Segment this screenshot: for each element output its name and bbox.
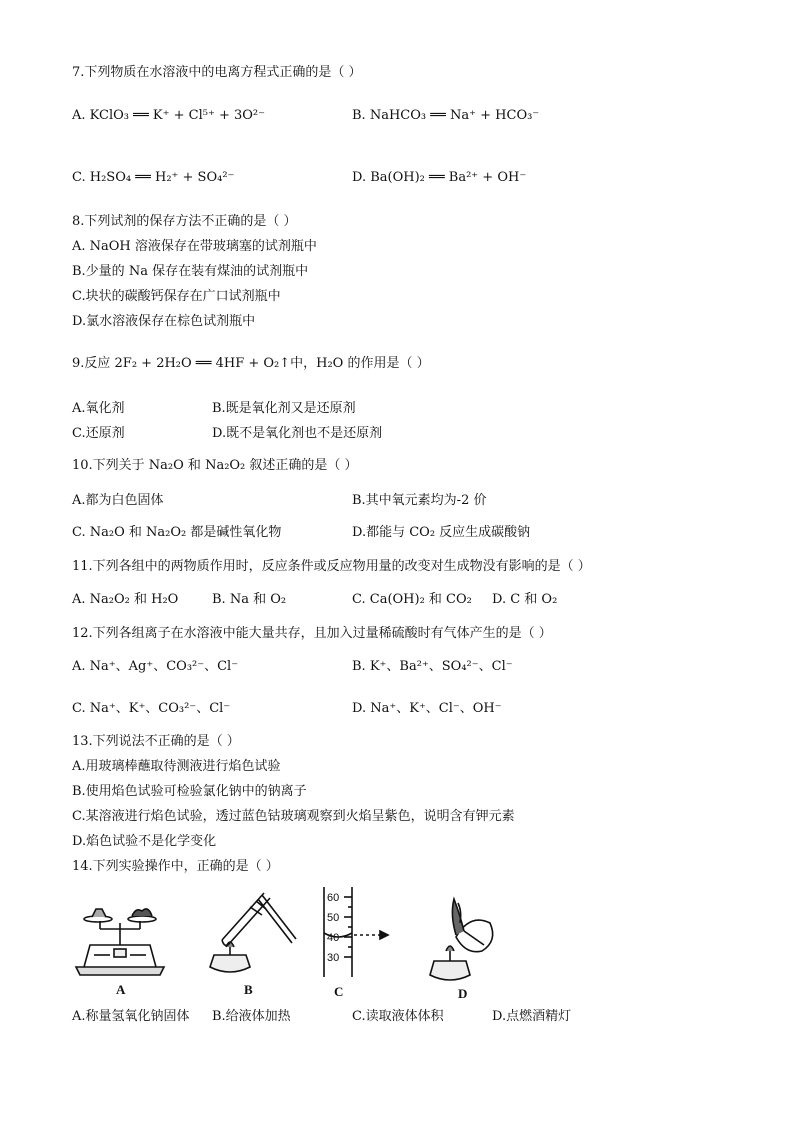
q13-option-c: C.某溶液进行焰色试验，透过蓝色钴玻璃观察到火焰呈紫色，说明含有钾元素 <box>72 809 515 824</box>
q12-stem: 12.下列各组离子在水溶液中能大量共存，且加入过量稀硫酸时有气体产生的是（ ） <box>72 626 552 641</box>
q11-stem: 11.下列各组中的两物质作用时，反应条件或反应物用量的改变对生成物没有影响的是（ ） <box>72 559 591 574</box>
q8-option-b: B.少量的 Na 保存在装有煤油的试剂瓶中 <box>72 264 309 279</box>
q11-option-b: B. Na 和 O₂ <box>212 592 287 607</box>
q13-stem: 13.下列说法不正确的是（ ） <box>72 734 240 749</box>
tick-label-40: 40 <box>327 932 340 944</box>
q7-stem: 7.下列物质在水溶液中的电离方程式正确的是（ ） <box>72 65 362 80</box>
q14-stem: 14.下列实验操作中，正确的是（ ） <box>72 859 279 874</box>
q11-option-d: D. C 和 O₂ <box>492 592 558 607</box>
q7-option-d: D. Ba(OH)₂ ══ Ba²⁺ + OH⁻ <box>352 170 527 185</box>
q9-option-d: D.既不是氧化剂也不是还原剂 <box>212 426 383 441</box>
graduated-cylinder-figure <box>318 885 408 980</box>
q11-option-a: A. Na₂O₂ 和 H₂O <box>72 592 179 607</box>
q13-option-b: B.使用焰色试验可检验氯化钠中的钠离子 <box>72 784 307 799</box>
q8-option-d: D.氯水溶液保存在棕色试剂瓶中 <box>72 314 256 329</box>
balance-scale-figure <box>70 895 170 980</box>
figure-label-b: B <box>244 982 253 997</box>
q10-option-a: A.都为白色固体 <box>72 493 164 508</box>
q11-option-c: C. Ca(OH)₂ 和 CO₂ <box>352 592 472 607</box>
q13-option-a: A.用玻璃棒蘸取待测液进行焰色试验 <box>72 759 281 774</box>
alcohol-lamp-figure <box>420 885 500 985</box>
q8-stem: 8.下列试剂的保存方法不正确的是（ ） <box>72 214 297 229</box>
q12-option-a: A. Na⁺、Ag⁺、CO₃²⁻、Cl⁻ <box>72 659 239 674</box>
q12-option-d: D. Na⁺、K⁺、Cl⁻、OH⁻ <box>352 701 502 716</box>
q14-option-c: C.读取液体体积 <box>352 1009 444 1024</box>
q14-option-b: B.给液体加热 <box>212 1009 291 1024</box>
q10-option-d: D.都能与 CO₂ 反应生成碳酸钠 <box>352 525 531 540</box>
tick-label-30: 30 <box>327 952 340 964</box>
q10-option-b: B.其中氧元素均为-2 价 <box>352 493 487 508</box>
figure-label-c: C <box>334 984 344 999</box>
q14-option-a: A.称量氢氧化钠固体 <box>72 1009 190 1024</box>
q8-option-c: C.块状的碳酸钙保存在广口试剂瓶中 <box>72 289 281 304</box>
q9-option-a: A.氧化剂 <box>72 401 125 416</box>
figure-label-d: D <box>458 986 468 1001</box>
q12-option-c: C. Na⁺、K⁺、CO₃²⁻、Cl⁻ <box>72 701 231 716</box>
q7-option-b: B. NaHCO₃ ══ Na⁺ + HCO₃⁻ <box>352 108 540 123</box>
q14-option-d: D.点燃酒精灯 <box>492 1009 572 1024</box>
tick-label-60: 60 <box>327 892 340 904</box>
q8-option-a: A. NaOH 溶液保存在带玻璃塞的试剂瓶中 <box>72 239 317 254</box>
q9-option-b: B.既是氧化剂又是还原剂 <box>212 401 356 416</box>
q7-option-a: A. KClO₃ ══ K⁺ + Cl⁵⁺ + 3O²⁻ <box>72 108 265 123</box>
q9-option-c: C.还原剂 <box>72 426 125 441</box>
q13-option-d: D.焰色试验不是化学变化 <box>72 834 217 849</box>
q12-option-b: B. K⁺、Ba²⁺、SO₄²⁻、Cl⁻ <box>352 659 513 674</box>
q7-option-c: C. H₂SO₄ ══ H₂⁺ + SO₄²⁻ <box>72 170 235 185</box>
figure-label-a: A <box>116 982 126 997</box>
heating-test-tube-figure <box>200 885 300 980</box>
q9-stem: 9.反应 2F₂ + 2H₂O ══ 4HF + O₂↑中，H₂O 的作用是（ ） <box>72 356 430 371</box>
q10-option-c: C. Na₂O 和 Na₂O₂ 都是碱性氧化物 <box>72 525 282 540</box>
q10-stem: 10.下列关于 Na₂O 和 Na₂O₂ 叙述正确的是（ ） <box>72 458 358 473</box>
tick-label-50: 50 <box>327 912 340 924</box>
